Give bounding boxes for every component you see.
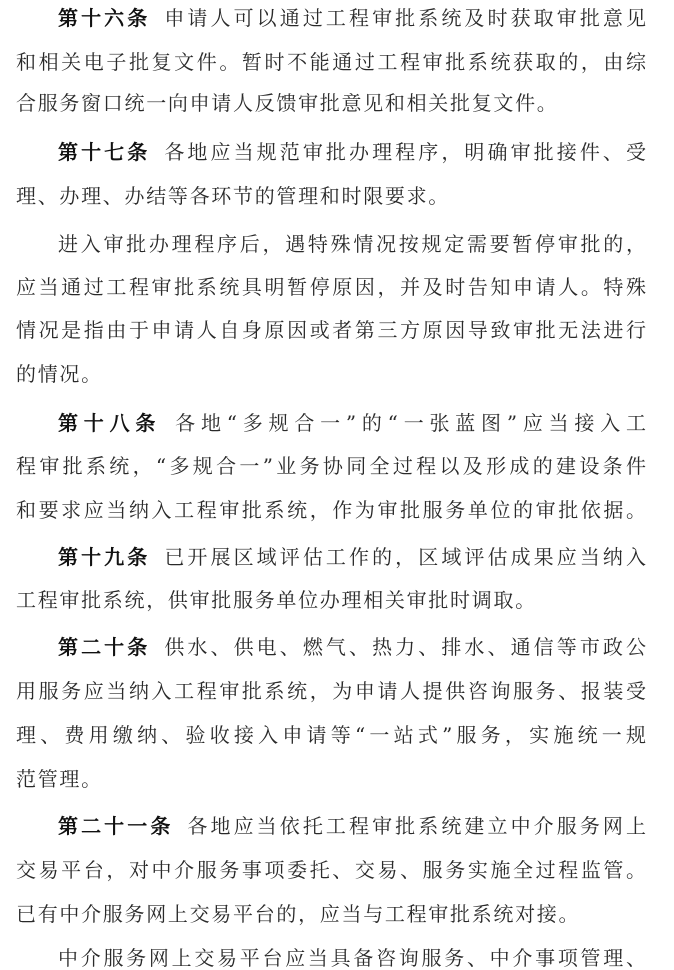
line-text: 各地“多规合一”的“一张蓝图”应当接入工 [175, 411, 647, 435]
text-line [16, 275, 646, 299]
line-text: 供水、供电、燃气、热力、排水、通信等市政公 [164, 635, 647, 659]
article-heading-line [58, 635, 646, 659]
article-number: 第十九条 [58, 545, 151, 569]
text-line [16, 679, 646, 703]
line-text: 各地应当规范审批办理程序，明确审批接件、受 [164, 140, 647, 164]
line-text: 合服务窗口统一向申请人反馈审批意见和相关批复文件。 [16, 91, 559, 115]
text-line [16, 91, 646, 115]
article-heading-line [58, 411, 646, 435]
text-line [16, 318, 646, 342]
line-text: 用服务应当纳入工程审批系统，为申请人提供咨询服务、报装受 [16, 679, 646, 703]
line-text: 进入审批办理程序后，遇特殊情况按规定需要暂停审批的， [58, 232, 646, 256]
text-line [16, 50, 646, 74]
article-number: 第十八条 [58, 411, 162, 435]
article-heading-line [58, 140, 646, 164]
line-text: 理、办理、办结等各环节的管理和时限要求。 [16, 184, 450, 208]
line-text: 理、费用缴纳、验收接入申请等“一站式”服务，实施统一规 [16, 723, 646, 747]
line-text: 各地应当依托工程审批系统建立中介服务网上 [187, 814, 647, 838]
line-text: 申请人可以通过工程审批系统及时获取审批意见 [164, 6, 647, 30]
text-line [16, 588, 646, 612]
text-line [16, 723, 646, 747]
text-line [16, 858, 646, 882]
text-line [16, 184, 646, 208]
line-text: 和相关电子批复文件。暂时不能通过工程审批系统获取的，由综 [16, 50, 646, 74]
text-line [16, 767, 646, 791]
line-text: 情况是指由于申请人自身原因或者第三方原因导致审批无法进行 [16, 318, 646, 342]
article-heading-line [58, 545, 646, 569]
article-number: 第十六条 [58, 6, 151, 30]
text-line [58, 232, 646, 256]
text-line [16, 902, 646, 926]
line-text: 已有中介服务网上交易平台的，应当与工程审批系统对接。 [16, 902, 581, 926]
line-text: 中介服务网上交易平台应当具备咨询服务、中介事项管理、 [58, 946, 646, 970]
article-heading-line [58, 6, 646, 30]
text-line [16, 498, 646, 522]
article-number: 第二十条 [58, 635, 151, 659]
article-number: 第二十一条 [58, 814, 174, 838]
line-text: 工程审批系统，供审批服务单位办理相关审批时调取。 [16, 588, 537, 612]
text-line [16, 362, 646, 386]
text-line [16, 454, 646, 478]
article-heading-line [58, 814, 646, 838]
text-line [58, 946, 646, 970]
line-text: 程审批系统，“多规合一”业务协同全过程以及形成的建设条件 [16, 454, 646, 478]
line-text: 和要求应当纳入工程审批系统，作为审批服务单位的审批依据。 [16, 498, 646, 522]
line-text: 已开展区域评估工作的，区域评估成果应当纳入 [164, 545, 647, 569]
line-text: 应当通过工程审批系统具明暂停原因，并及时告知申请人。特殊 [16, 275, 646, 299]
article-number: 第十七条 [58, 140, 151, 164]
line-text: 的情况。 [16, 362, 103, 386]
line-text: 交易平台，对中介服务事项委托、交易、服务实施全过程监管。 [16, 858, 646, 882]
line-text: 范管理。 [16, 767, 103, 791]
